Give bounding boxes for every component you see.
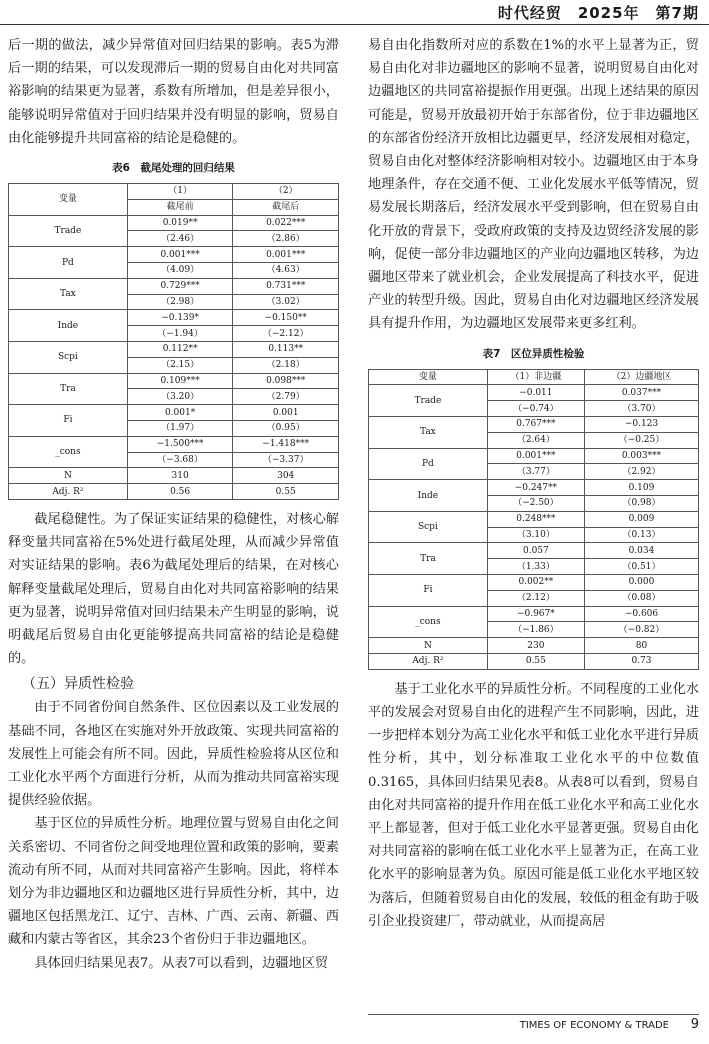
table-row bbox=[9, 484, 339, 500]
header-rule bbox=[0, 24, 709, 25]
table-cell: Tax bbox=[9, 278, 128, 310]
table-cell: 0.001* bbox=[127, 405, 233, 421]
table-cell: （0.98） bbox=[584, 496, 698, 512]
paragraph: 基于区位的异质性分析。地理位置与贸易自由化之间关系密切、不同省份之间受地理位置和政策的影响，要素流动有所不同，从而对共同富裕产生影响。因此，将样本划分为非边疆地区和边疆地区进行异质性分析，其中，边疆地区包括黑龙江、辽宁、吉林、广西、云南、新疆、西藏和内蒙古等省区，其余23个省份归于非边疆地区。 bbox=[8, 816, 339, 948]
table-cell: （−1.94） bbox=[127, 326, 233, 342]
table-cell: 0.019** bbox=[127, 215, 233, 231]
table-cell: −0.606 bbox=[584, 606, 698, 622]
table-cell: Tax bbox=[369, 417, 488, 449]
table-cell: 0.022*** bbox=[233, 215, 339, 231]
table-cell: 0.55 bbox=[487, 653, 584, 669]
table-header-cell: 截尾后 bbox=[233, 199, 339, 215]
table-header-cell: （2）边疆地区 bbox=[584, 369, 698, 385]
table-cell: 0.113** bbox=[233, 341, 339, 357]
table-cell: （0.13） bbox=[584, 527, 698, 543]
table-cell: 0.002** bbox=[487, 575, 584, 591]
table-cell: 0.731*** bbox=[233, 278, 339, 294]
table-cell: （3.20） bbox=[127, 389, 233, 405]
table-cell: （−2.12） bbox=[233, 326, 339, 342]
table-cell: 0.729*** bbox=[127, 278, 233, 294]
table-cell: 0.001 bbox=[233, 405, 339, 421]
table-cell: Inde bbox=[9, 310, 128, 342]
table-row bbox=[369, 417, 699, 433]
table-cell: N bbox=[369, 638, 488, 654]
table-cell: 0.057 bbox=[487, 543, 584, 559]
table-cell: （−3.37） bbox=[233, 452, 339, 468]
table-header-cell: （2） bbox=[233, 184, 339, 200]
table-cell: （3.70） bbox=[584, 401, 698, 417]
table-cell: （3.02） bbox=[233, 294, 339, 310]
table-row bbox=[9, 468, 339, 484]
paragraph: 截尾稳健性。为了保证实证结果的稳健性，对核心解释变量共同富裕在5%处进行截尾处理，从而减少异常值对实证结果的影响。表6为截尾处理后的结果，在对核心解释变量截尾处理后，贸易自由化对共同富裕影响的结果更为显著，说明异常值对回归结果未产生明显的影响，说明截尾后贸易自由化更能够提高共同富裕的结论是稳健的。 bbox=[8, 511, 339, 667]
table-cell: 310 bbox=[127, 468, 233, 484]
table-row bbox=[369, 638, 699, 654]
table-cell: Trade bbox=[9, 215, 128, 247]
paragraph: 易自由化指数所对应的系数在1%的水平上显著为正，贸易自由化对非边疆地区的影响不显著，说明贸易自由化对边疆地区的共同富裕提振作用更强。出现上述结果的原因可能是，贸易开放最初开始于东部省份，位于非边疆地区的东部省份经济开放相比边疆更早，经济发展相对稳定，贸易自由化对整体经济影响相对较小。边疆地区由于本身地理条件，存在交通不便、工业化发展水平低等情况，贸易发展长期落后，经济发展水平受到影响，但在贸易自由化开放的背景下，受政府政策的支持及边贸经济发展的影响，促使一部分非边疆地区的产业向边疆地区转移，为边疆地区带来了就业机会，企业发展提高了科技水平，促进产业的转型升级。因此，贸易自由化对边疆地区经济发展具有提升作用，为边疆地区发展带来更多红利。 bbox=[368, 38, 699, 332]
table-cell: （−0.74） bbox=[487, 401, 584, 417]
page-header bbox=[0, 0, 709, 28]
table-cell: Scpi bbox=[9, 341, 128, 373]
right-column bbox=[368, 34, 699, 933]
paragraph: 具体回归结果见表7。从表7可以看到，边疆地区贸 bbox=[34, 955, 329, 971]
table-cell: Trade bbox=[369, 385, 488, 417]
table-cell: Fi bbox=[9, 405, 128, 437]
table-cell: −1.418*** bbox=[233, 436, 339, 452]
table-cell: N bbox=[9, 468, 128, 484]
table-cell: Pd bbox=[9, 247, 128, 279]
table-cell: （2.18） bbox=[233, 357, 339, 373]
table-row bbox=[9, 247, 339, 263]
left-column bbox=[8, 34, 339, 975]
table-cell: 0.109*** bbox=[127, 373, 233, 389]
table-cell: −0.967* bbox=[487, 606, 584, 622]
table-cell: （3.10） bbox=[487, 527, 584, 543]
table-cell: 0.001*** bbox=[233, 247, 339, 263]
table-header-cell: （1）非边疆 bbox=[487, 369, 584, 385]
table-cell: 0.73 bbox=[584, 653, 698, 669]
table-cell: （4.63） bbox=[233, 263, 339, 279]
table-row bbox=[369, 385, 699, 401]
table-cell: 230 bbox=[487, 638, 584, 654]
table-row bbox=[9, 341, 339, 357]
table-cell: （2.92） bbox=[584, 464, 698, 480]
table-cell: （2.79） bbox=[233, 389, 339, 405]
table-cell: （2.15） bbox=[127, 357, 233, 373]
table-cell: 0.034 bbox=[584, 543, 698, 559]
table-row bbox=[9, 436, 339, 452]
table-cell: 0.56 bbox=[127, 484, 233, 500]
journal-name: TIMES OF ECONOMY & TRADE bbox=[519, 1020, 669, 1031]
table-cell: （2.46） bbox=[127, 231, 233, 247]
footer-rule bbox=[368, 1014, 699, 1015]
table-cell: 80 bbox=[584, 638, 698, 654]
table-cell: （1.97） bbox=[127, 420, 233, 436]
table-cell: −0.139* bbox=[127, 310, 233, 326]
table-cell: 0.112** bbox=[127, 341, 233, 357]
table-row bbox=[369, 606, 699, 622]
table-cell: 0.248*** bbox=[487, 511, 584, 527]
table-cell: （4.09） bbox=[127, 263, 233, 279]
table-cell: Adj. R² bbox=[369, 653, 488, 669]
table-cell: −1.500*** bbox=[127, 436, 233, 452]
table-cell: 0.037*** bbox=[584, 385, 698, 401]
table-header-cell: 变量 bbox=[9, 184, 128, 216]
table-row bbox=[369, 448, 699, 464]
table-row bbox=[369, 511, 699, 527]
table-cell: 0.767*** bbox=[487, 417, 584, 433]
table-cell: Adj. R² bbox=[9, 484, 128, 500]
table-row bbox=[9, 310, 339, 326]
table-cell: （−1.86） bbox=[487, 622, 584, 638]
table-cell: （−0.25） bbox=[584, 432, 698, 448]
table-row bbox=[9, 405, 339, 421]
table-cell: 0.001*** bbox=[487, 448, 584, 464]
journal-issue: 时代经贸 2025年 第7期 bbox=[497, 4, 699, 22]
table-cell: Inde bbox=[369, 480, 488, 512]
table-cell: Pd bbox=[369, 448, 488, 480]
paragraph: 由于不同省份间自然条件、区位因素以及工业发展的基础不同，各地区在实施对外开放政策、实现共同富裕的发展性上可能会有所不同。因此，异质性检验将从区位和工业化水平两个方面进行分析，从而为推动共同富裕实现提供经验依据。 bbox=[8, 700, 339, 809]
table-cell: −0.150** bbox=[233, 310, 339, 326]
table-cell: Tra bbox=[369, 543, 488, 575]
table-cell: （2.98） bbox=[127, 294, 233, 310]
table-cell: （0.08） bbox=[584, 590, 698, 606]
table-row bbox=[9, 278, 339, 294]
table-cell: （−0.82） bbox=[584, 622, 698, 638]
table-row bbox=[9, 373, 339, 389]
table-row bbox=[9, 215, 339, 231]
table-cell: −0.247** bbox=[487, 480, 584, 496]
table-cell: 0.55 bbox=[233, 484, 339, 500]
table7-caption: 表7 区位异质性检验 bbox=[482, 347, 585, 360]
table-cell: （0.95） bbox=[233, 420, 339, 436]
table7 bbox=[368, 369, 699, 670]
table-cell: 0.009 bbox=[584, 511, 698, 527]
paragraph: 基于工业化水平的异质性分析。不同程度的工业化水平的发展会对贸易自由化的进程产生不同影响，因此，进一步把样本划分为高工业化水平和低工业化水平进行异质性分析，其中，划分标准取工业化水平的中位数值0.3165，具体回归结果见表8。从表8可以看到，贸易自由化对共同富裕的提升作用在低工业化水平和高工业化水平上都显著，但对于低工业化水平显著更强。贸易自由化对共同富裕的影响在低工业化水平上显著为正，在高工业化水平的影响显著为负。原因可能是低工业化水平地区较为落后，但随着贸易自由化的发展，较低的租金有助于吸引企业投资建厂，带动就业，从而提高居 bbox=[368, 681, 699, 929]
table-cell: （−2.50） bbox=[487, 496, 584, 512]
table-cell: （2.86） bbox=[233, 231, 339, 247]
table-cell: （2.64） bbox=[487, 432, 584, 448]
section-heading: （五）异质性检验 bbox=[22, 676, 134, 693]
table-header-cell: 截尾前 bbox=[127, 199, 233, 215]
table-cell: （1.33） bbox=[487, 559, 584, 575]
table-row bbox=[369, 543, 699, 559]
table6-caption: 表6 截尾处理的回归结果 bbox=[112, 162, 235, 175]
table-cell: （2.12） bbox=[487, 590, 584, 606]
table-cell: 304 bbox=[233, 468, 339, 484]
table-cell: Tra bbox=[9, 373, 128, 405]
table-cell: 0.109 bbox=[584, 480, 698, 496]
table-cell: （0.51） bbox=[584, 559, 698, 575]
table-cell: （−3.68） bbox=[127, 452, 233, 468]
table-cell: −0.011 bbox=[487, 385, 584, 401]
table-cell: 0.000 bbox=[584, 575, 698, 591]
table-cell: Fi bbox=[369, 575, 488, 607]
table-cell: _cons bbox=[9, 436, 128, 468]
table-cell: 0.003*** bbox=[584, 448, 698, 464]
table-cell: _cons bbox=[369, 606, 488, 638]
table-cell: 0.001*** bbox=[127, 247, 233, 263]
table-cell: Scpi bbox=[369, 511, 488, 543]
page-number: 9 bbox=[690, 1017, 699, 1032]
table-cell: （3.77） bbox=[487, 464, 584, 480]
table-header-cell: （1） bbox=[127, 184, 233, 200]
table-header-cell: 变量 bbox=[369, 369, 488, 385]
paragraph: 后一期的做法，减少异常值对回归结果的影响。表5为滞后一期的结果，可以发现滞后一期的贸易自由化对共同富裕影响的结果更为显著，系数有所增加，但是差异很小，能够说明异常值对于回归结果并没有明显的影响，贸易自由化能够提升共同富裕的结论是稳健的。 bbox=[8, 38, 339, 146]
table-cell: 0.098*** bbox=[233, 373, 339, 389]
table6 bbox=[8, 183, 339, 500]
table-row bbox=[369, 653, 699, 669]
table-row bbox=[369, 575, 699, 591]
table-cell: −0.123 bbox=[584, 417, 698, 433]
page-footer bbox=[0, 1010, 709, 1044]
table-row bbox=[369, 480, 699, 496]
